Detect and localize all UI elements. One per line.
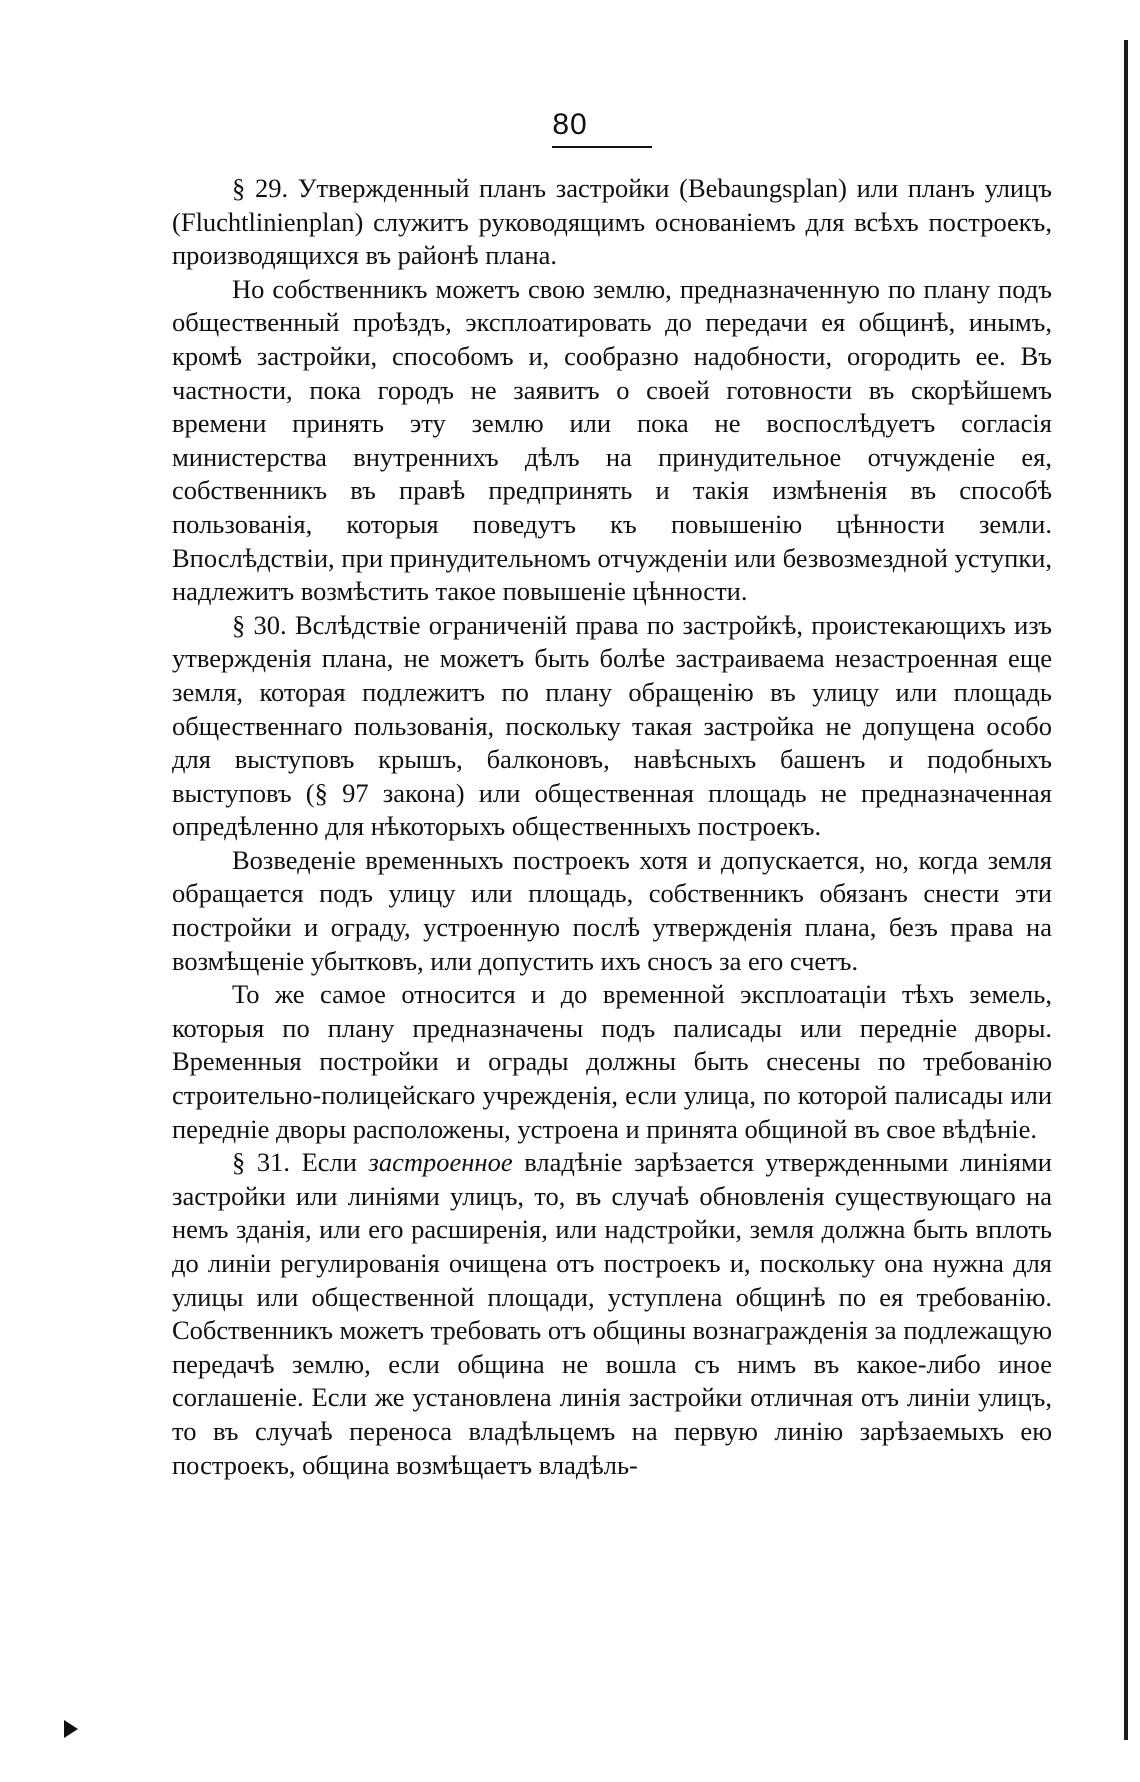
paragraph-31-emphasis: застроенное	[368, 1147, 513, 1178]
corner-arrow-icon	[64, 1720, 78, 1738]
paragraph-31	[172, 1146, 1052, 1482]
paragraph-29-cont: Но собственникъ можетъ свою землю, предназначенную по плану подъ общественный проѣздъ, эксплоатировать до передачи ея общинѣ, инымъ, кромѣ застройки, способомъ и, сообразно надобности, огородить ее. Въ частности, пока городъ не заявитъ о своей готовности въ скорѣйшемъ времени принять эту землю или пока не воспослѣдуетъ согласiя министерства внутреннихъ дѣлъ на принудительное отчужденiе ея, собственникъ въ правѣ предпринять и такiя измѣненiя въ способѣ пользованiя, которыя поведутъ къ повышенiю цѣнности земли. Впослѣдствiи, при принудительномъ отчужденiи или безвозмездной уступки, надлежитъ возмѣстить такое повышенiе цѣнности.	[172, 273, 1052, 607]
paragraph-30-temporary: Возведенiе временныхъ построекъ хотя и допускается, но, когда земля обращается подъ улицу или площадь, собственникъ обязанъ снести эти постройки и ограду, устроенную послѣ утвержденiя плана, безъ права на возмѣщенiе убытковъ, или допустить ихъ сносъ за его счетъ.	[172, 844, 1052, 976]
scan-border-line	[1124, 40, 1128, 1740]
page-number: 80	[552, 108, 588, 141]
paragraph-30-same: То же самое относится и до временной эксплоатацiи тѣхъ земель, которыя по плану предназначены подъ палисады или переднiе дворы. Временныя постройки и ограды должны быть снесены по требованiю строительно-полицейскаго учрежденiя, если улица, по которой палисады или переднiе дворы расположены, устроена и принята общиной въ свое вѣдѣнiе.	[172, 979, 1052, 1144]
paragraph-31-prefix: § 31. Если	[232, 1147, 369, 1178]
body-text	[172, 172, 1052, 1482]
page-number-underline	[552, 146, 652, 148]
paragraph-31-rest: владѣнiе зарѣзается утвержденными линiями застройки или линiями улицъ, то, въ случаѣ обновленiя существующаго на немъ зданiя, или его расширенiя, или надстройки, земля должна быть вплоть до линiи регулированiя очищена отъ построекъ и, поскольку она нужна для улицы или общественной площади, уступлена общинѣ по ея требованiю. Собственникъ можетъ требовать отъ общины вознагражденiя за подлежащую передачѣ землю, если община не вошла съ нимъ въ какое-либо иное соглашенiе. Если же установлена линiя застройки отличная отъ линiи улицъ, то въ случаѣ переноса владѣльцемъ на первую линiю зарѣзаемыхъ ею построекъ, община возмѣщаетъ владѣль-	[172, 1147, 1052, 1480]
paragraph-30: § 30. Вслѣдствiе ограниченiй права по застройкѣ, проистекающихъ изъ утвержденiя плана, не можетъ быть болѣе застраиваема незастроенная еще земля, которая подлежитъ по плану обращенiю въ улицу или площадь общественнаго пользованiя, поскольку такая застройка не допущена особо для выступовъ крышъ, балконовъ, навѣсныхъ башенъ и подобныхъ выступовъ (§ 97 закона) или общественная площадь не предназначенная опредѣленно для нѣкоторыхъ общественныхъ построекъ.	[172, 609, 1052, 842]
paragraph-29: § 29. Утвержденный планъ застройки (Bebaungsplan) или планъ улицъ (Fluchtlinienplan) служитъ руководящимъ основанiемъ для всѣхъ построекъ, производящихся въ районѣ плана.	[172, 173, 1052, 271]
